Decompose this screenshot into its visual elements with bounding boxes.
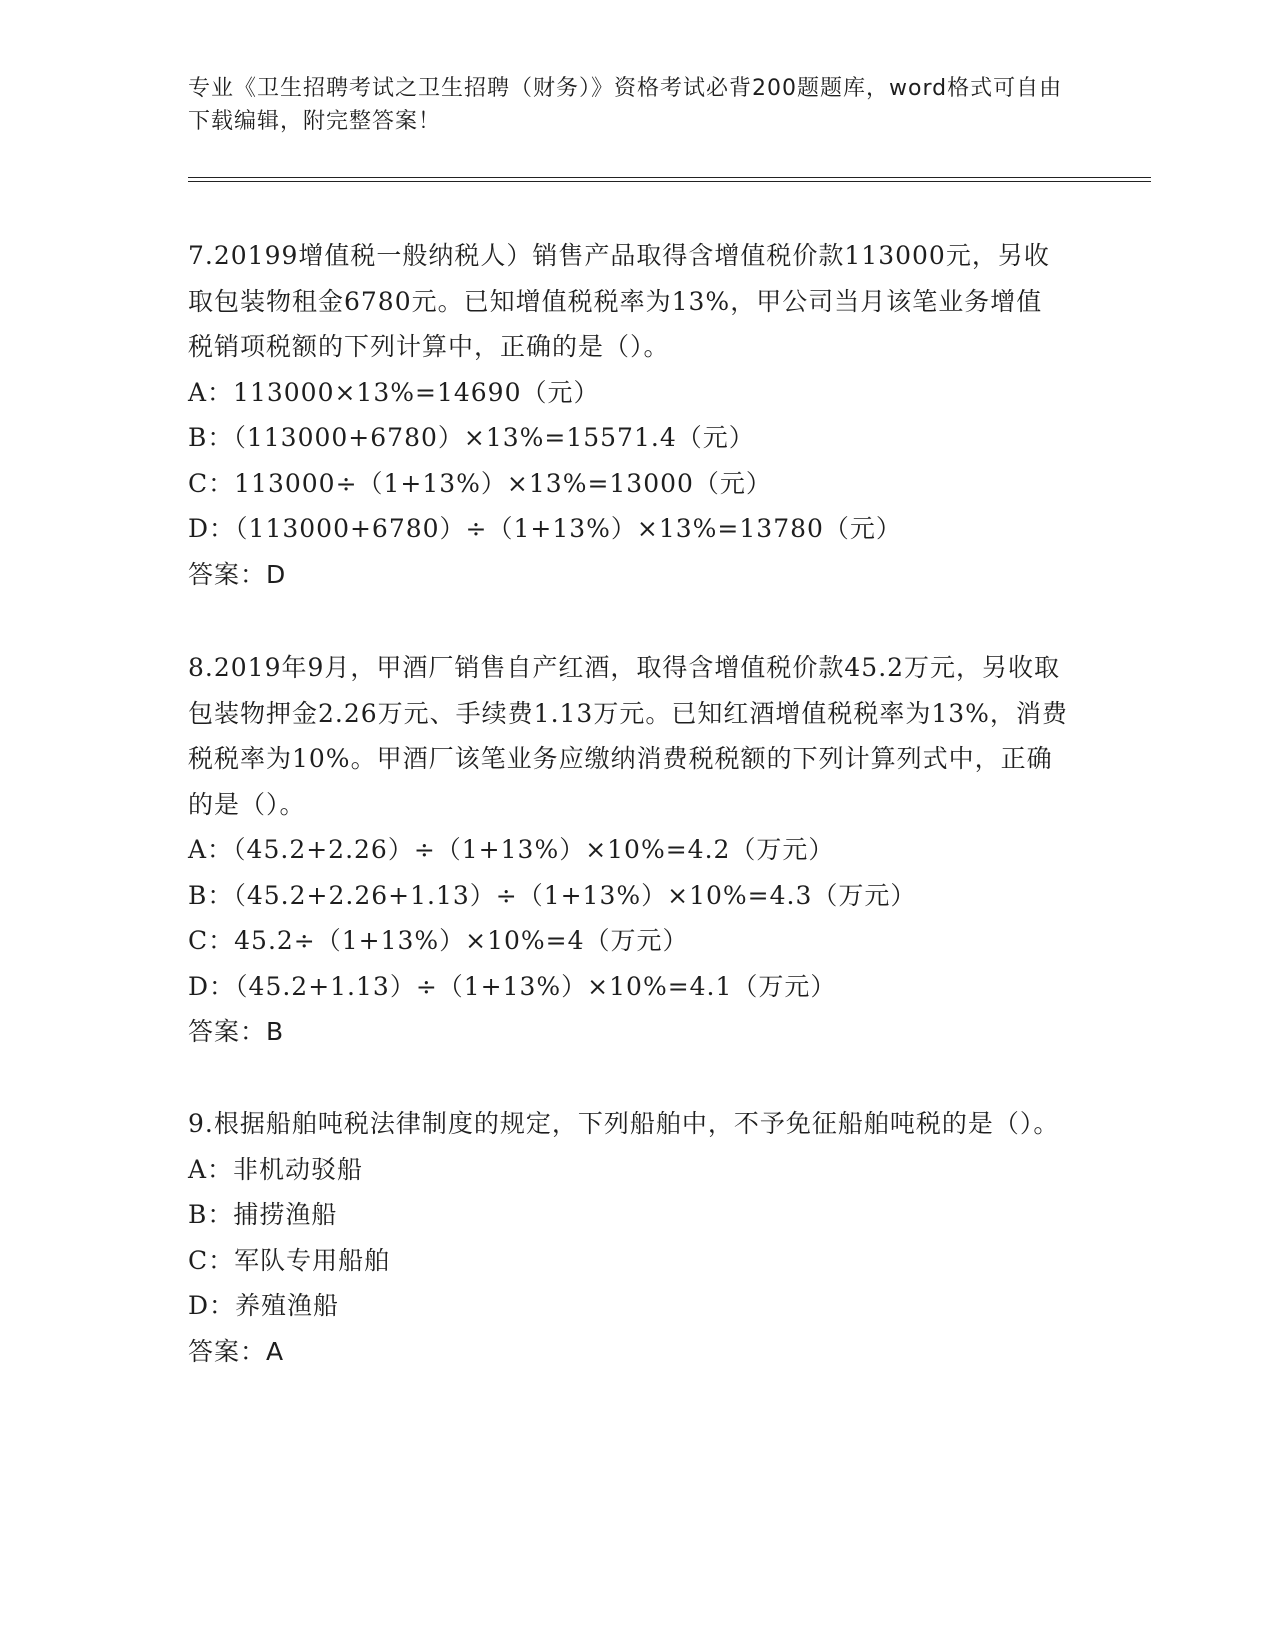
answer: 答案：B xyxy=(188,1017,285,1046)
option-b: B：（113000+6780）×13%=15571.4（元） xyxy=(188,423,755,452)
option-a: A：（45.2+2.26）÷（1+13%）×10%=4.2（万元） xyxy=(188,835,835,864)
option-d: D：养殖渔船 xyxy=(188,1291,340,1320)
question-7 xyxy=(188,233,1068,597)
question-9 xyxy=(188,1101,1068,1374)
option-d: D：（45.2+1.13）÷（1+13%）×10%=4.1（万元） xyxy=(188,971,837,1001)
header-divider-top xyxy=(188,177,1151,178)
option-c: C：113000÷（1+13%）×13%=13000（元） xyxy=(188,468,772,498)
option-a: A：113000×13%=14690（元） xyxy=(188,377,600,407)
option-c: C：军队专用船舶 xyxy=(188,1245,391,1275)
option-d: D：（113000+6780）÷（1+13%）×13%=13780（元） xyxy=(188,514,902,543)
option-b: B：（45.2+2.26+1.13）÷（1+13%）×10%=4.3（万元） xyxy=(188,880,917,910)
question-stem: 7.20199增值税一般纳税人）销售产品取得含增值税价款113000元，另收取包装物租金6780元。已知增值税税率为13%，甲公司当月该笔业务增值税销项税额的下列计算中，正确的是（）。 xyxy=(188,241,1050,361)
answer: 答案：A xyxy=(188,1336,285,1366)
option-c: C：45.2÷（1+13%）×10%=4（万元） xyxy=(188,926,689,955)
document-header: 专业《卫生招聘考试之卫生招聘（财务）》资格考试必背200题题库，word格式可自由下载编辑，附完整答案！ xyxy=(188,76,1063,134)
header-divider-bottom xyxy=(188,181,1151,182)
option-a: A：非机动驳船 xyxy=(188,1154,364,1184)
option-b: B：捕捞渔船 xyxy=(188,1200,338,1229)
question-stem: 9.根据船舶吨税法律制度的规定，下列船舶中，不予免征船舶吨税的是（）。 xyxy=(188,1109,1060,1138)
answer: 答案：D xyxy=(188,559,287,589)
question-8 xyxy=(188,645,1068,1055)
question-stem: 8.2019年9月，甲酒厂销售自产红酒，取得含增值税价款45.2万元，另收取包装物押金2.26万元、手续费1.13万元。已知红酒增值税税率为13%，消费税税率为10%。甲酒厂该笔业务应缴纳消费税税额的下列计算列式中，正确的是（）。 xyxy=(188,653,1068,819)
